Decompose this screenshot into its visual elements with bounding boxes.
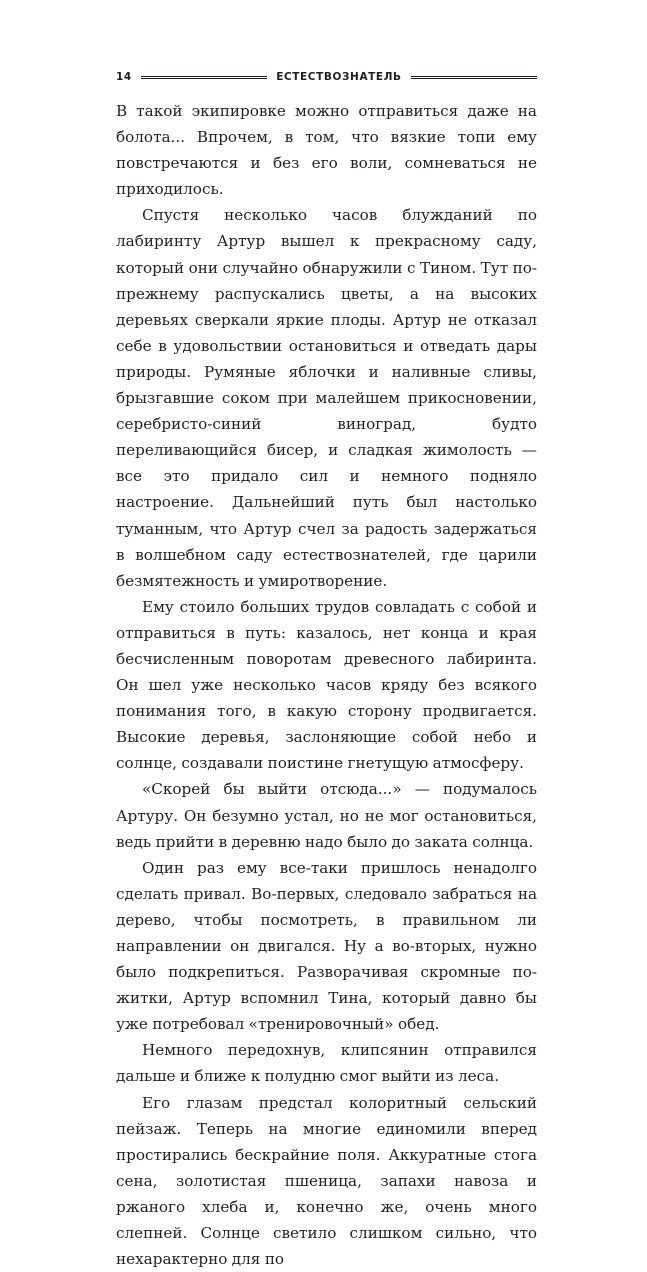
paragraph: Немного передохнув, клипсянин отправился дальше и ближе к полудню смог выйти из леса. — [116, 1041, 537, 1086]
paragraph: Ему стоило больших трудов совладать с собой и отправиться в путь: казалось, нет конца и края бесчисленным поворотам древесного лабиринта. Он шел уже несколько часов кряду без всякого понимания того, в какую сторону продвигается. Высокие деревья, заслоняющие собой небо и солнце, создавали поистине гнетущую атмосферу. — [116, 597, 537, 773]
paragraph: Его глазам предстал колоритный сельский пейзаж. Теперь на многие единомили вперед простирались бескрайние поля. Аккуратные стога сена, золотистая пшеница, запахи навоза и ржаного хлеба и, конечно же, очень много слепней. Солнце светило слишком сильно, что нехарактерно для по — [116, 1093, 537, 1269]
running-title: ЕСТЕСТВОЗНАТЕЛЬ — [276, 71, 402, 83]
body-text — [116, 98, 537, 1272]
header-rule-left — [141, 76, 267, 79]
running-head — [116, 70, 537, 84]
page-number: 14 — [116, 71, 132, 83]
paragraph: «Скорей бы выйти отсюда...» — подумалось Артуру. Он безумно устал, но не мог остановиться, ведь прийти в деревню надо было до заката солнца. — [116, 780, 537, 851]
paragraph: Один раз ему все-таки пришлось ненадолго сделать привал. Во-первых, следовало забраться на дерево, чтобы посмотреть, в правильном ли направлении он двигался. Ну а во-вторых, нужно было подкрепиться. Разворачивая скромные пожитки, Артур вспомнил Тина, который давно бы уже потребовал «тренировочный» обед. — [116, 858, 537, 1034]
header-rule-right — [411, 76, 537, 79]
paragraph: Спустя несколько часов блужданий по лабиринту Артур вышел к прекрасному саду, который они случайно обнаружили с Тином. Тут по-прежнему распускались цветы, а на высоких деревьях сверкали яркие плоды. Артур не отказал себе в удовольствии остановиться и отведать дары природы. Румяные яблочки и наливные сливы, брызгавшие соком при малейшем прикосновении, серебристо-синий виноград, будто переливающийся бисер, и сладкая жимолость — все это придало сил и немного подняло настроение. Дальнейший путь был настолько туманным, что Артур счел за радость задержаться в волшебном саду естествознателей, где царили безмятежность и умиротворение. — [116, 206, 537, 590]
paragraph: В такой экипировке можно отправиться даже на болота... Впрочем, в том, что вязкие топи ему повстречаются и без его воли, сомневаться не приходилось. — [116, 102, 537, 199]
